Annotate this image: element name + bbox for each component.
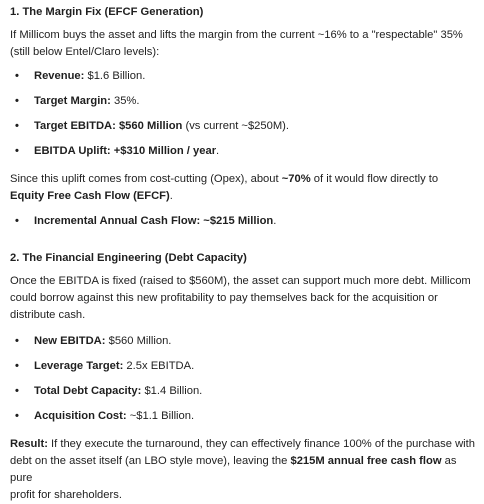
list-item xyxy=(10,68,145,85)
bullet-icon: • xyxy=(15,360,19,372)
bullet-label: Leverage Target: xyxy=(34,360,124,372)
bullet-icon: • xyxy=(15,95,19,107)
section1-intro-line2: (still below Entel/Claro levels): xyxy=(10,46,160,58)
bullet-label: New EBITDA: xyxy=(34,335,106,347)
bullet-icon: • xyxy=(15,385,19,397)
bullet-icon: • xyxy=(15,215,19,227)
bullet-value: (vs current ~$250M). xyxy=(182,120,289,132)
followup-text: Since this uplift comes from cost-cutting (Opex), about xyxy=(10,173,282,185)
section1-intro xyxy=(10,27,463,61)
section2-intro-line1: Once the EBITDA is fixed (raised to $560M), the asset can support much more debt. Millicom xyxy=(10,275,471,287)
bullet-label: Incremental Annual Cash Flow: ~$215 Million xyxy=(34,215,274,227)
bullet-value: 2.5x EBITDA. xyxy=(123,360,195,372)
bullet-label: Acquisition Cost: xyxy=(34,410,127,422)
bullet-icon: • xyxy=(15,145,19,157)
section2-intro xyxy=(10,273,471,324)
bullet-value: 35%. xyxy=(110,95,140,107)
bullet-icon: • xyxy=(15,410,19,422)
bullet-label: Target EBITDA: $560 Million xyxy=(34,120,183,132)
section2-intro-line3: distribute cash. xyxy=(10,309,86,321)
bullet-value: $560 Million. xyxy=(105,335,172,347)
result-line3: profit for shareholders. xyxy=(10,489,122,501)
bullet-value: . xyxy=(216,145,220,157)
list-item xyxy=(10,118,289,135)
result-paragraph xyxy=(10,436,478,504)
list-item xyxy=(10,333,171,350)
list-item xyxy=(10,408,194,425)
list-item xyxy=(10,383,202,400)
list-item xyxy=(10,358,194,375)
result-bold-cashflow: $215M annual free cash flow xyxy=(290,455,442,467)
result-line2-end: as pure xyxy=(10,455,457,484)
bullet-value: ~$1.1 Billion. xyxy=(126,410,195,422)
bullet-icon: • xyxy=(15,120,19,132)
bullet-label: Total Debt Capacity: xyxy=(34,385,142,397)
section1-heading: 1. The Margin Fix (EFCF Generation) xyxy=(10,6,204,18)
bullet-label: EBITDA Uplift: +$310 Million / year xyxy=(34,145,217,157)
bullet-value: . xyxy=(273,215,277,227)
section2-heading: 2. The Financial Engineering (Debt Capacity) xyxy=(10,252,247,264)
section1-intro-line1: If Millicom buys the asset and lifts the margin from the current ~16% to a "respectable" 35% xyxy=(10,29,463,41)
section2-intro-line2: could borrow against this new profitability to pay themselves back for the acquisition or xyxy=(10,292,438,304)
bullet-value: $1.6 Billion. xyxy=(84,70,146,82)
list-item xyxy=(10,213,276,230)
bullet-label: Target Margin: xyxy=(34,95,111,107)
followup-bold-efcf: Equity Free Cash Flow (EFCF) xyxy=(10,190,170,202)
followup-bold-percent: ~70% xyxy=(281,173,311,185)
bullet-icon: • xyxy=(15,70,19,82)
result-line1: If they execute the turnaround, they can effectively finance 100% of the purchase with xyxy=(47,438,475,450)
section1-followup xyxy=(10,171,438,205)
followup-text-3: . xyxy=(169,190,173,202)
bullet-label: Revenue: xyxy=(34,70,85,82)
list-item xyxy=(10,93,139,110)
list-item xyxy=(10,143,219,160)
followup-text-2: of it would flow directly to xyxy=(310,173,439,185)
bullet-value: $1.4 Billion. xyxy=(141,385,203,397)
result-label: Result: xyxy=(10,438,48,450)
result-line2: debt on the asset itself (an LBO style move), leaving the xyxy=(10,455,291,467)
bullet-icon: • xyxy=(15,335,19,347)
